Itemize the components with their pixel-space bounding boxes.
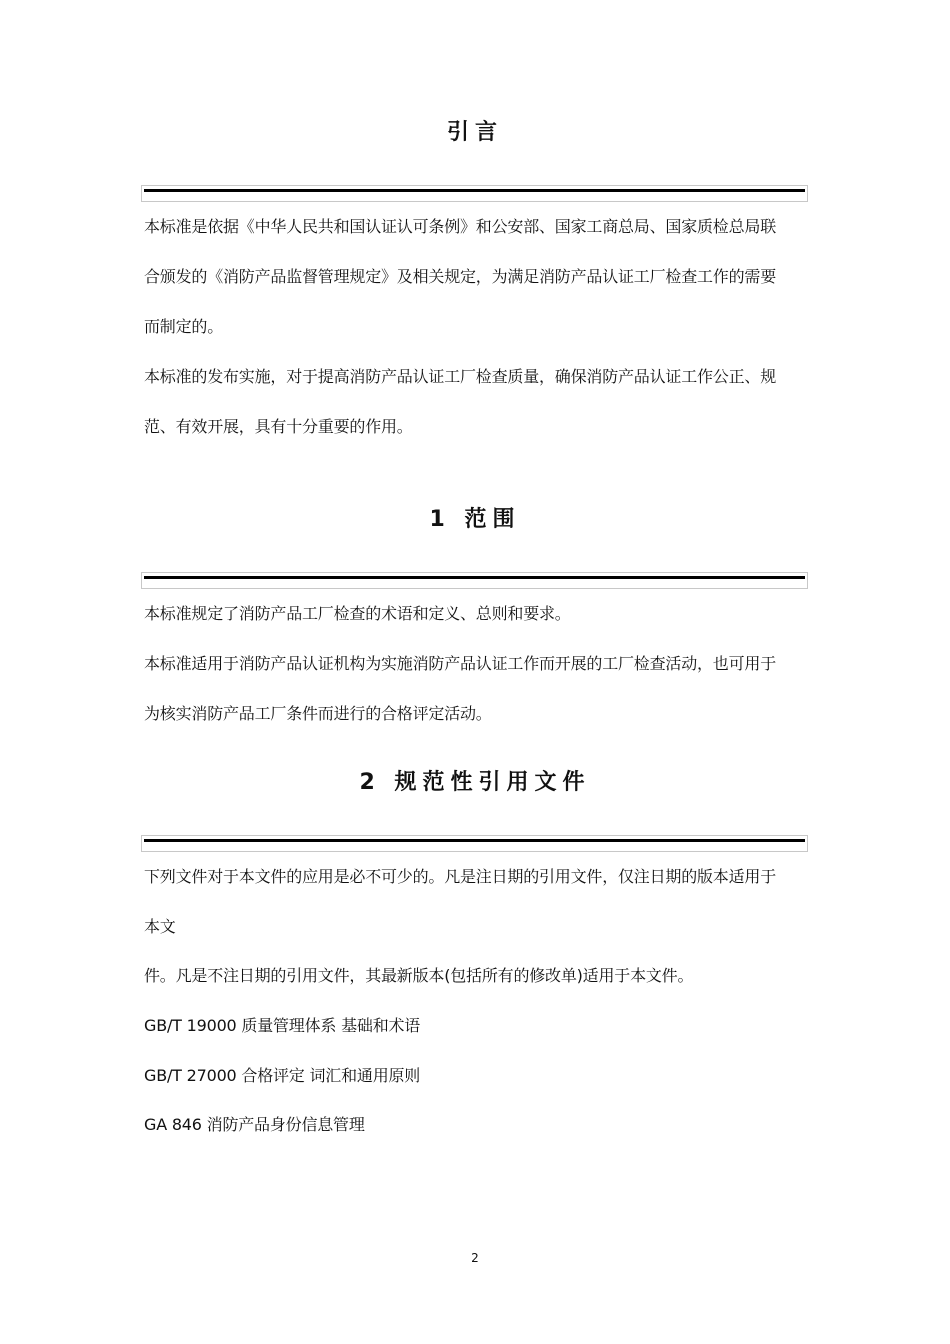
section-2-heading: 2 规范性引用文件 [359, 770, 591, 795]
section-2-line-1: 下列文件对于本文件的应用是必不可少的。凡是注日期的引用文件，仅注日期的版本适用于 [144, 867, 777, 886]
section-1-heading: 1 范围 [429, 507, 521, 532]
reference-ga-846: GA 846 消防产品身份信息管理 [144, 1115, 365, 1134]
section-2-line-2: 本文 [144, 917, 176, 936]
section-1-divider [141, 572, 808, 589]
intro-divider [141, 185, 808, 202]
section-1-line-2: 本标准适用于消防产品认证机构为实施消防产品认证工作而开展的工厂检查活动，也可用于 [144, 654, 777, 673]
divider-bar [144, 189, 805, 192]
section-2-line-3: 件。凡是不注日期的引用文件，其最新版本(包括所有的修改单)适用于本文件。 [144, 966, 694, 985]
intro-line-1: 本标准是依据《中华人民共和国认证认可条例》和公安部、国家工商总局、国家质检总局联 [144, 217, 777, 236]
intro-line-5: 范、有效开展，具有十分重要的作用。 [144, 417, 413, 436]
intro-line-2: 合颁发的《消防产品监督管理规定》及相关规定，为满足消防产品认证工厂检查工作的需要 [144, 267, 777, 286]
page-number: 2 [471, 1251, 479, 1265]
divider-bar [144, 839, 805, 842]
intro-line-4: 本标准的发布实施，对于提高消防产品认证工厂检查质量，确保消防产品认证工作公正、规 [144, 367, 777, 386]
section-2-divider [141, 835, 808, 852]
reference-gbt-27000: GB/T 27000 合格评定 词汇和通用原则 [144, 1066, 421, 1085]
section-1-line-1: 本标准规定了消防产品工厂检查的术语和定义、总则和要求。 [144, 604, 571, 623]
divider-bar [144, 576, 805, 579]
section-1-line-3: 为核实消防产品工厂条件而进行的合格评定活动。 [144, 704, 492, 723]
reference-gbt-19000: GB/T 19000 质量管理体系 基础和术语 [144, 1016, 421, 1035]
intro-line-3: 而制定的。 [144, 317, 224, 336]
intro-heading: 引言 [446, 120, 503, 145]
